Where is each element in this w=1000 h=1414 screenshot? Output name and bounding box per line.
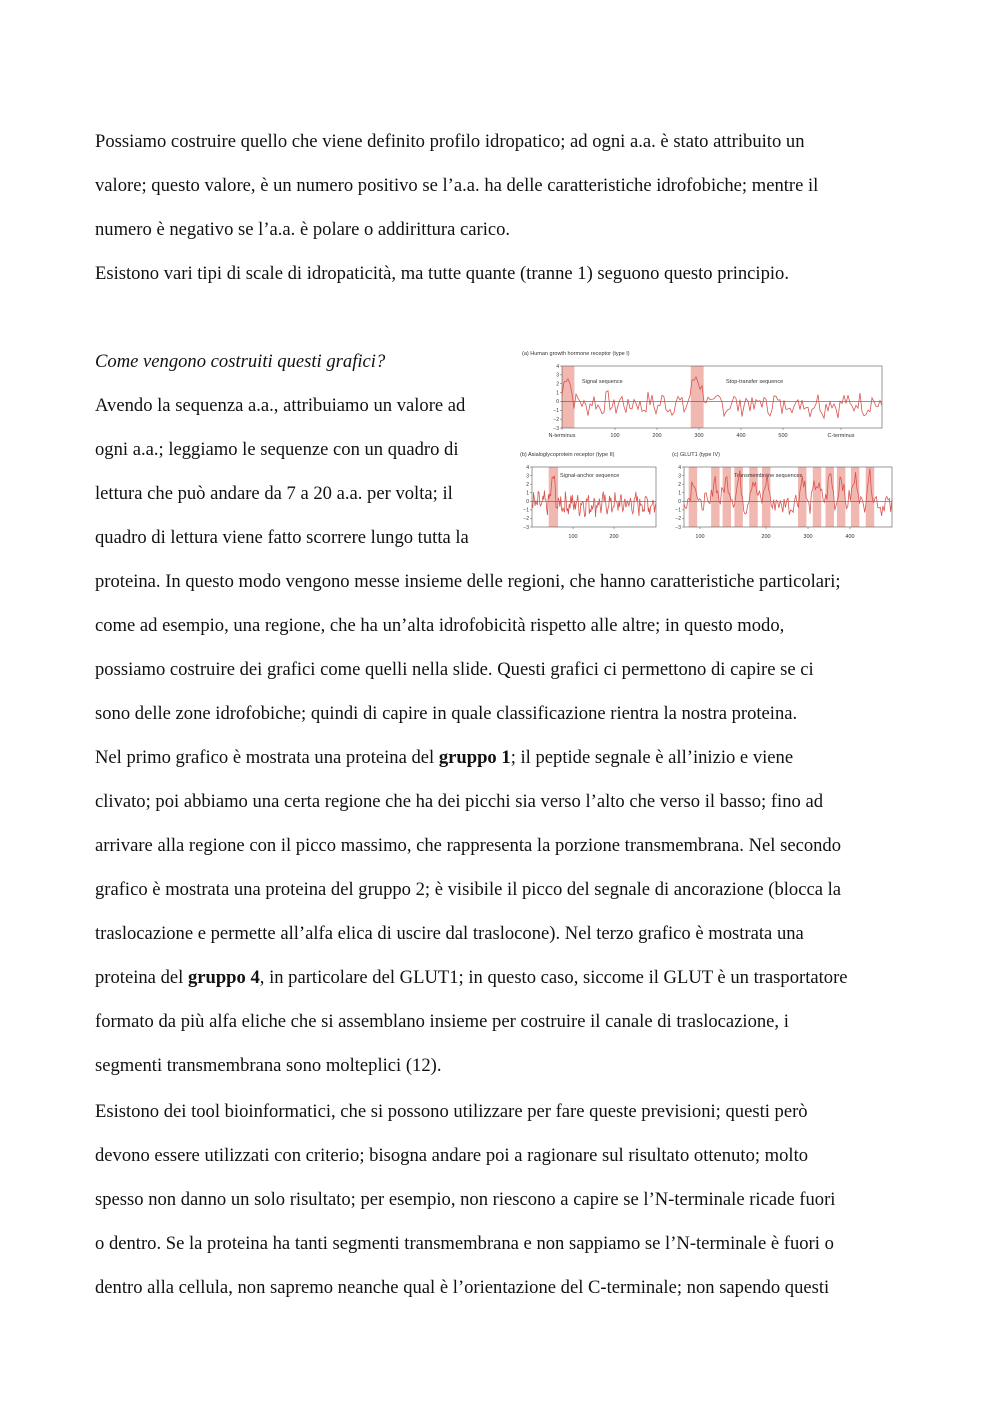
text-line: sono delle zone idrofobiche; quindi di capire in quale classificazione rientra la nostra proteina.	[95, 703, 798, 724]
x-tick-label: 400	[845, 534, 855, 540]
annotation-label: Stop-transfer sequence	[726, 379, 784, 385]
y-tick-label: −2	[675, 516, 681, 523]
highlight-region	[689, 467, 697, 527]
text-line: valore; questo valore, è un numero positivo se l’a.a. ha delle caratteristiche idrofobiche; mentre il	[95, 175, 819, 196]
hydropathy-figure	[516, 346, 898, 546]
text-line: clivato; poi abbiamo una certa regione che ha dei picchi sia verso l’alto che verso il basso; fino ad	[95, 791, 823, 812]
y-tick-label: 0	[526, 499, 529, 506]
bold-term: gruppo 4	[187, 967, 260, 988]
y-tick-label: −1	[553, 408, 559, 415]
y-tick-label: −2	[523, 516, 529, 523]
bold-term: gruppo 1	[438, 747, 511, 768]
text-line: quadro di lettura viene fatto scorrere lungo tutta la	[95, 527, 469, 548]
text-line: formato da più alfa eliche che si assemblano insieme per costruire il canale di traslocazione, i	[95, 1011, 789, 1032]
y-tick-label: 4	[678, 464, 681, 471]
y-tick-label: 2	[678, 481, 681, 488]
text-line: dentro alla cellula, non sapremo neanche qual è l’orientazione del C-terminale; non sapendo questi	[95, 1277, 830, 1298]
plot-title: (b) Asialoglycoprotein receptor (type II)	[520, 452, 615, 458]
text-line: Esistono dei tool bioinformatici, che si possono utilizzare per fare queste previsioni; questi però	[95, 1101, 808, 1122]
y-tick-label: 4	[526, 464, 529, 471]
y-tick-label: 1	[526, 490, 529, 497]
text-line: Avendo la sequenza a.a., attribuiamo un valore ad	[95, 395, 466, 416]
x-tick-label: 100	[610, 433, 620, 439]
x-tick-label: 300	[803, 534, 813, 540]
highlight-region	[549, 467, 558, 527]
text-line: ogni a.a.; leggiamo le sequenze con un quadro di	[95, 439, 459, 460]
x-tick-label: 200	[761, 534, 771, 540]
y-tick-label: 4	[556, 363, 559, 370]
text-line: Esistono vari tipi di scale di idropaticità, ma tutte quante (tranne 1) seguono questo principio.	[95, 263, 789, 284]
y-tick-label: 0	[556, 399, 559, 406]
annotation-label: Transmembrane sequences	[734, 473, 803, 479]
text-line: proteina. In questo modo vengono messe insieme delle regioni, che hanno caratteristiche particolari;	[95, 571, 841, 592]
x-tick-label: 500	[778, 433, 788, 439]
plot-title: (c) GLUT1 (type IV)	[672, 452, 720, 458]
x-tick-label: 400	[736, 433, 746, 439]
x-tick-label: 300	[694, 433, 704, 439]
y-tick-label: 0	[678, 499, 681, 506]
x-tick-label: N-terminus	[548, 433, 576, 439]
plot-frame	[562, 366, 882, 428]
text-line: spesso non danno un solo risultato; per esempio, non riescono a capire se l’N-terminale ricade fuori	[95, 1189, 836, 1210]
section-question: Come vengono costruiti questi grafici?	[95, 351, 386, 372]
text-line: o dentro. Se la proteina ha tanti segmenti transmembrana e non sappiamo se l’N-terminale è fuori o	[95, 1233, 834, 1254]
text-line: grafico è mostrata una proteina del gruppo 2; è visibile il picco del segnale di ancorazione (blocca la	[95, 879, 842, 900]
highlight-region	[723, 467, 731, 527]
y-tick-label: −3	[675, 524, 681, 531]
y-tick-label: 1	[556, 390, 559, 397]
y-tick-label: −1	[675, 507, 681, 514]
text-line: lettura che può andare da 7 a 20 a.a. per volta; il	[95, 483, 453, 504]
text-line: traslocazione e permette all’alfa elica di uscire dal traslocone). Nel terzo grafico è mostrata una	[95, 923, 804, 944]
y-tick-label: 3	[526, 473, 529, 480]
text-line: segmenti transmembrana sono molteplici (12).	[95, 1055, 442, 1076]
x-tick-label: 100	[695, 534, 705, 540]
y-tick-label: −2	[553, 416, 559, 423]
highlight-region	[813, 467, 821, 527]
x-tick-label: C-terminus	[827, 433, 855, 439]
y-tick-label: 2	[526, 481, 529, 488]
x-tick-label: 200	[609, 534, 619, 540]
y-tick-label: 3	[556, 372, 559, 379]
text-line: numero è negativo se l’a.a. è polare o addirittura carico.	[95, 219, 511, 240]
highlight-region	[691, 366, 704, 428]
plot-title: (a) Human growth hormone receptor (type I)	[522, 351, 630, 357]
hydropathy-plots	[516, 346, 898, 546]
y-tick-label: −3	[523, 524, 529, 531]
x-tick-label: 100	[568, 534, 578, 540]
annotation-label: Signal-anchor sequence	[560, 473, 620, 479]
y-tick-label: −1	[523, 507, 529, 514]
text-line: possiamo costruire dei grafici come quelli nella slide. Questi grafici ci permettono di capire se ci	[95, 659, 814, 680]
text-line: Nel primo grafico è mostrata una proteina del gruppo 1; il peptide segnale è all’inizio e viene	[95, 747, 794, 768]
text-line: devono essere utilizzati con criterio; bisogna andare poi a ragionare sul risultato ottenuto; molto	[95, 1145, 809, 1166]
annotation-label: Signal sequence	[582, 379, 623, 385]
y-tick-label: 1	[678, 490, 681, 497]
text-line: come ad esempio, una regione, che ha un’alta idrofobicità rispetto alle altre; in questo modo,	[95, 615, 785, 636]
x-tick-label: 200	[652, 433, 662, 439]
text-line: Possiamo costruire quello che viene definito profilo idropatico; ad ogni a.a. è stato attribuito un	[95, 131, 805, 152]
text-line: proteina del gruppo 4, in particolare del GLUT1; in questo caso, siccome il GLUT è un trasportatore	[95, 967, 848, 988]
text-line: arrivare alla regione con il picco massimo, che rappresenta la porzione transmembrana. Nel secondo	[95, 835, 842, 856]
y-tick-label: −3	[553, 425, 559, 432]
y-tick-label: 2	[556, 381, 559, 388]
y-tick-label: 3	[678, 473, 681, 480]
